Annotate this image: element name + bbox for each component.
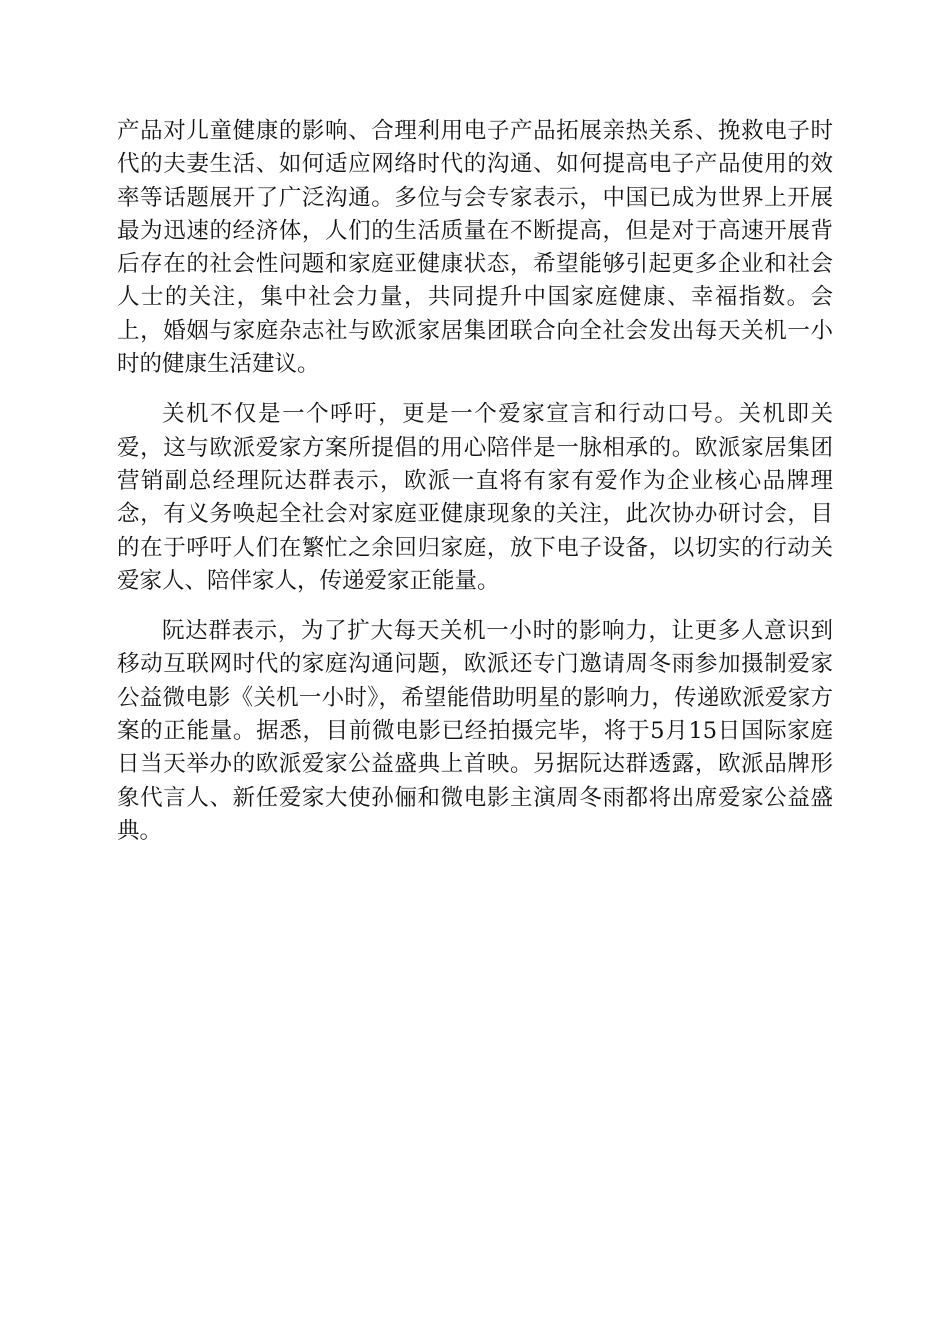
paragraph-2: 关机不仅是一个呼吁，更是一个爱家宣言和行动口号。关机即关爱，这与欧派爱家方案所提倡的用心陪伴是一脉相承的。欧派家居集团营销副总经理阮达群表示，欧派一直将有家有爱作为企业核心品牌理念，有义务唤起全社会对家庭亚健康现象的关注，此次协办研讨会，目的在于呼吁人们在繁忙之余回归家庭，放下电子设备，以切实的行动关爱家人、陪伴家人，传递爱家正能量。 xyxy=(117,401,833,594)
document-body xyxy=(117,115,833,848)
paragraph-3: 阮达群表示，为了扩大每天关机一小时的影响力，让更多人意识到移动互联网时代的家庭沟通问题，欧派还专门邀请周冬雨参加摄制爱家公益微电影《关机一小时》，希望能借助明星的影响力，传递欧派爱家方案的正能量。据悉，目前微电影已经拍摄完毕，将于5月15日国际家庭日当天举办的欧派爱家公益盛典上首映。另据阮达群透露，欧派品牌形象代言人、新任爱家大使孙俪和微电影主演周冬雨都将出席爱家公益盛典。 xyxy=(117,618,833,844)
paragraph-1: 产品对儿童健康的影响、合理利用电子产品拓展亲热关系、挽救电子时代的夫妻生活、如何适应网络时代的沟通、如何提高电子产品使用的效率等话题展开了广泛沟通。多位与会专家表示，中国已成为世界上开展最为迅速的经济体，人们的生活质量在不断提高，但是对于高速开展背后存在的社会性问题和家庭亚健康状态，希望能够引起更多企业和社会人士的关注，集中社会力量，共同提升中国家庭健康、幸福指数。会上，婚姻与家庭杂志社与欧派家居集团联合向全社会发出每天关机一小时的健康生活建议。 xyxy=(117,118,833,378)
